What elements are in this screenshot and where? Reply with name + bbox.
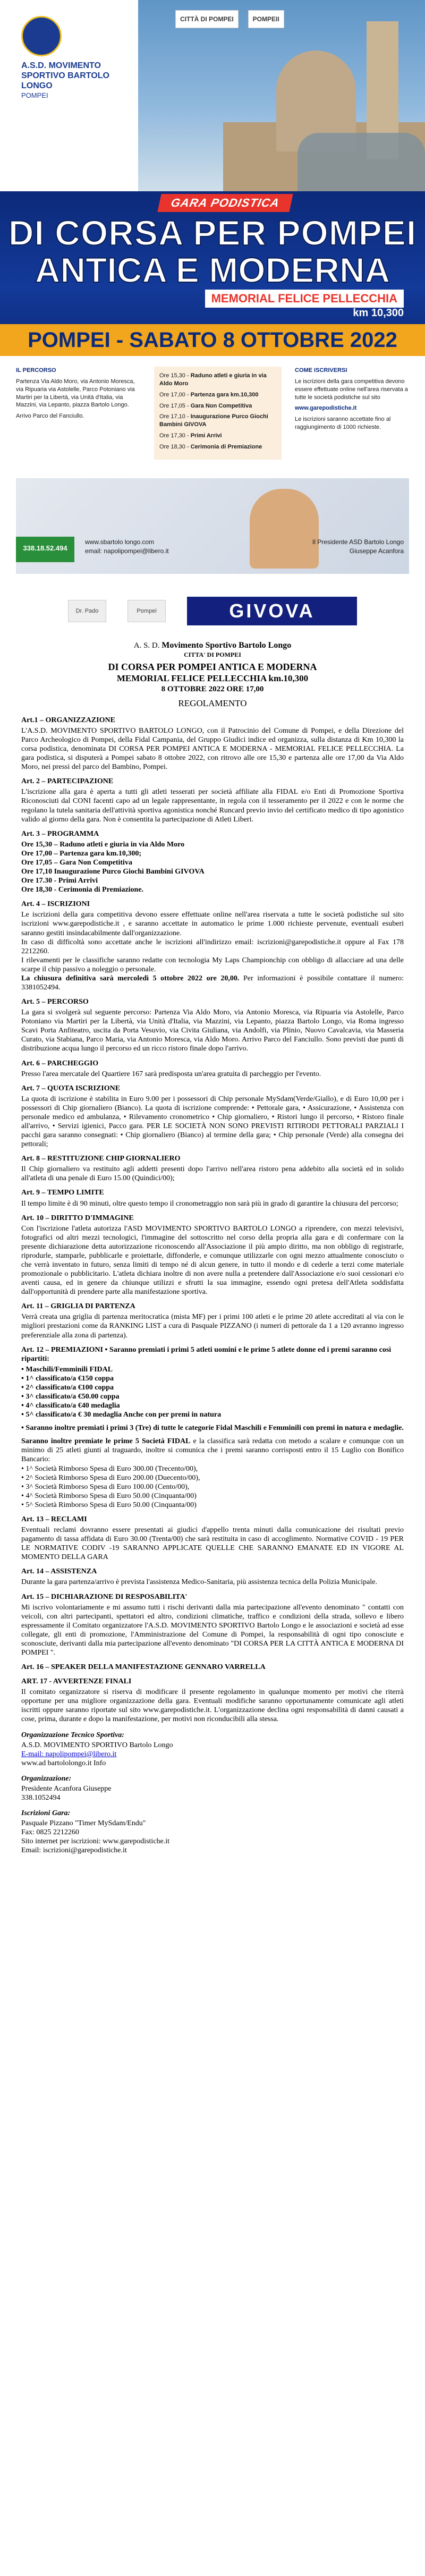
gara-tag: GARA PODISTICA <box>157 194 293 212</box>
article-10: Art. 10 – DIRITTO D'IMMAGINE Con l'iscrizione l'atleta autorizza l'ASD MOVIMENTO SPORTIVO BARTOLO LONGO a riprendere, con mezzi televisivi, fotografici od altri mezzi tecnologici, l'immagine del sottoscritto nel corso della propria alla gara e di confermare con la presente dichiarazione detta autorizzazione riconoscendo all'Associazione il più ampio diritto, ma non obbligo di registrarle, riprodurle, stamparle, pubblicarle e proiettarle, diffonderle, e comunque utilizzarle con ogni mezzo attualmente conosciuto o che verrà inventato in futuro, senza limiti di tempo né di alcun genere, in tutto il mondo e di cederle a terzi come materiale promozionale o pubblicitario. L'atleta dichiara inoltre di non avere nulla a pretendere dall'Associazione e/o suoi cessionari e/o aventi causa, ed in genere da chiunque utilizzi e sfrutti la sua immagine, essendo ogni pretesa dell'Atleta soddisfatta dall'opportunità di prendere parte alla manifestazione sportiva. <box>21 1214 404 1297</box>
doc-date: 8 OTTOBRE 2022 ORE 17,00 <box>161 684 264 693</box>
article-12: Art. 12 – PREMIAZIONI • Saranno premiati i primi 5 atleti uomini e le prime 5 atlete donne ed i premi saranno così ripartiti: • Maschili/Femminili FIDAL • 1^ classificato/a €150 coppa • 2^ classificato/a €100 coppa • 3^ classificato/a €50.00 coppa • 4^ classificato/a €40 medaglia • 5^ classificato/a € 30 medaglia Anche con per premi in natura • Saranno inoltre premiati i primi 3 (Tre) di tutte le categorie Fidal Maschili e Femminili con premi in natura e medaglie. Saranno inoltre premiate le prime 5 Società FIDAL e la classifica sarà redatta con metodo a scalare e comunque con un minimo di 25 atleti giunti al traguardo, inoltre si comunica che i premi saranno corrisposti entro il 15 Luglio con Bonifico Bancario: • 1^ Società Rimborso Spesa di Euro 300.00 (Trecento/00), • 2^ Società Rimborso Spesa di Euro 200.00 (Duecento/00), • 3^ Società Rimborso Spesa di Euro 100.00 (Cento/00), • 4^ Società Rimborso Spesa di Euro 50.00 (Cinquanta/00) • 5^ Società Rimborso Spesa di Euro 50.00 (Cinquanta/00) <box>21 1345 404 1509</box>
article-1: Art.1 – ORGANIZZAZIONE L'A.S.D. MOVIMENTO SPORTIVO BARTOLO LONGO, con il Patrocinio del Comune di Pompei, e della Direzione del Parco Archeologico di Pompei, della Fidal Campania, del Gruppo Giudici indice ed organizza, sulla distanza di Km 10,300 la corsa podistica, denominata DI CORSA PER POMPEI ANTICA E MODERNA - MEMORIAL FELICE PELLECCHIA. La gara podistica, si disputerà a Pompei sabato 8 ottobre 2022, con ritrovo alle ore 15,30 e partenza alle ore 17,00 da Via Aldo Moro, nei pressi del parco del Bambino, Pompei. <box>21 716 404 772</box>
route-column <box>16 367 143 423</box>
article-5: Art. 5 – PERCORSO La gara si svolgerà sul seguente percorso: Partenza Via Aldo Moro, via Antonio Moresca, via Ripuaria via Astolelle, Parco Potoniano via Martiri per la Libertà, via Unità d'Italia, via Mazzini, via Lepanto, piazza Bartolo Longo, via Roma ingresso Scavi Porta Anfiteatro, uscita da Porta Vesuvio, via Civita Giuliana, via Andolfi, via Plinio, Nuovo Cavalcavia, via Masseria Curato, via Stabiana, Parco Maria, via Antonio Moresca, via Aldo Moro. Arrivo Parco del Fanciullo. Sono previsti due punti di distribuzione acqua lungo il percorso ed un ricco ristoro finale dopo l'arrivo. <box>21 998 404 1053</box>
program-line: Ore 17,05 - Gara Non Competitiva <box>159 402 252 409</box>
doc-header: A. S. D. Movimento Sportivo Bartolo Longo <box>133 641 292 650</box>
contact-site[interactable]: www.sbartolo longo.com <box>85 538 155 546</box>
program-line: Ore 17,30 - Primi Arrivi <box>159 433 222 439</box>
logo-pompeii: POMPEII <box>248 10 284 28</box>
sponsor-logo-1: Dr. Pado <box>68 600 106 622</box>
phone-badge: 338.18.52.494 <box>16 537 74 562</box>
asd-logo-block <box>21 16 138 99</box>
route-text: Partenza Via Aldo Moro, via Antonio Moresca, via Ripuaria via Astolelle, Parco Potoniano via Martiri per la Libertà, via Unità d'Italia, via Mazzini, via Lepanto, piazza Bartolo Longo. <box>16 378 135 409</box>
article-2: Art. 2 – PARTECIPAZIONE L'iscrizione alla gara è aperta a tutti gli atleti tesserati per società affiliate alla FIDAL e/o Enti di Promozione Sportiva Riconosciuti dal CONI facenti capo ad un legale rappresentante, in regola con il tesseramento per il 2022 e con le norme che regolano la tutela sanitaria dell'attività sportiva agonistica nonché Runcard previo invio del certificato medico di tipo agonistico valido al giorno della gara. Non è consentita la partecipazione di Atleti Liberi. <box>21 777 404 824</box>
article-9: Art. 9 – TEMPO LIMITE Il tempo limite è di 90 minuti, oltre questo tempo il cronometraggio non sarà più in grado di garantire la chiusura del percorso; <box>21 1189 398 1208</box>
sponsor-logo-2: Pompei <box>128 600 166 622</box>
memorial-label: MEMORIAL FELICE PELLECCHIA <box>205 290 404 308</box>
registration-column <box>295 367 409 435</box>
registration-heading: COME ISCRIVERSI <box>295 367 347 374</box>
route-arrival: Arrivo Parco del Fanciullo. <box>16 413 84 420</box>
article-16: Art. 16 – SPEAKER DELLA MANIFESTAZIONE GENNARO VARRELLA <box>21 1663 266 1672</box>
article-11: Art. 11 – GRIGLIA DI PARTENZA Verrà creata una griglia di partenza meritocratica (mista MF) per i primi 100 atleti e le prime 20 atlete accreditati al via con le migliori prestazioni come da RANKING LIST a cura di Pasquale PIZZANO (i numeri di pettorale da 1 a 120 avranno ingresso preferenziale alla zona di partenza). <box>21 1302 404 1340</box>
registration-limit: Le iscrizioni saranno accettate fino al raggiungimento di 1000 richieste. <box>295 416 391 431</box>
asd-emblem-icon <box>21 16 62 56</box>
distance-label: km 10,300 <box>353 307 404 319</box>
givova-logo: GIVOVA <box>187 597 357 625</box>
doc-subtitle: MEMORIAL FELICE PELLECCHIA km.10,300 <box>116 673 309 684</box>
race-poster <box>0 0 425 638</box>
asd-city: POMPEI <box>21 91 48 99</box>
article-13: Art. 13 – RECLAMI Eventuali reclami dovranno essere presentati ai giudici d'appello trenta minuti dalla comunicazione dei risultati previo pagamento di tassa affidata di Euro 30.00 (Trenta/00) che sarà restituita in caso di accoglimento. Normative COVID - 19 PER LE NORMATIVE CODIV -19 SARANNO APPLICATE QUELLE CHE SARANNO EMANATE ED IN VIGORE AL MOMENTO DELLA GARA <box>21 1515 404 1562</box>
article-4: Art. 4 – ISCRIZIONI Le iscrizioni della gara competitiva devono essere effettuate online nell'area riservata a tutte le società podistiche sul sito iscrizioni www.garepodistiche.it , e saranno accettate in automatico le prime 1.000 richieste pervenute, eventuali esuberi saranno gestiti insindacabilmente dall'organizzazione. In caso di difficoltà sono accettate anche le iscrizioni all'indirizzo email: iscrizioni@garepodistiche.it oppure al Fax 178 2212260. I rilevamenti per le classifiche saranno redatte con tecnologia My Laps Championchip con obbligo di allacciare ad una delle scarpe il chip passivo a noleggio o personale. La chiusura definitiva sarà mercoledì 5 ottobre 2022 ore 20,00. Per informazioni è possibile contattare il numero: 3381052494. <box>21 900 404 992</box>
poster-title-line1: DI CORSA PER POMPEI <box>8 213 417 252</box>
asd-name: A.S.D. MOVIMENTO SPORTIVO BARTOLO LONGO <box>21 61 109 91</box>
program-line: Ore 17,00 - Partenza gara km.10,300 <box>159 391 259 398</box>
article-8: Art. 8 – RESTITUZIONE CHIP GIORNALIERO Il Chip giornaliero va restituito agli addetti presenti dopo l'arrivo nell'area ristoro pena addebito alla società ed in solido all'atleta di una penale di Euro 15.00 (Quindici/00); <box>21 1155 404 1183</box>
program-line: Ore 15,30 - Raduno atleti e giuria in via Aldo Moro <box>159 372 267 387</box>
doc-title: DI CORSA PER POMPEI ANTICA E MODERNA <box>108 662 317 673</box>
logo-citta-pompei: CITTÀ DI POMPEI <box>175 10 239 28</box>
poster-title-line2: ANTICA E MODERNA <box>35 250 390 290</box>
doc-city: CITTA' DI POMPEI <box>184 650 241 658</box>
partner-logos <box>175 10 284 29</box>
runner-photo <box>16 478 409 574</box>
article-7: Art. 7 – QUOTA ISCRIZIONE La quota di iscrizione è stabilita in Euro 9.00 per i possessori di Chip personale MySdam(Verde/Giallo), e di Euro 10,00 per i possessori di Chip giornaliero (Bianco). La quota di iscrizione comprende: • Pettorale gara, • Assicurazione, • Assistenza con personale medico ed ambulanza, • Rilevamento cronometrico • Chip giornaliero, • Ristori lungo il percorso, • Ristoro finale all'arrivo, • Servizi igienici, Pacco gara. PER LE SOCIETÀ NON SONO PREVISTI RITIRODI PETTORALI PARZIALI I pacchi gara saranno consegnati: • Chip giornaliero (Bianco) al termine della gara; • Chip personale (Verde) alla consegna dei pettorali; <box>21 1084 404 1149</box>
president-signature <box>312 538 404 556</box>
poster-contacts <box>85 538 169 556</box>
article-14: Art. 14 – ASSISTENZA Durante la gara partenza/arrivo è prevista l'assistenza Medico-Sanitaria, più assistenza tecnica della Polizia Municipale. <box>21 1567 377 1587</box>
president-role: Il Presidente ASD Bartolo Longo <box>312 538 404 546</box>
program-column <box>154 367 282 460</box>
route-heading: IL PERCORSO <box>16 367 56 374</box>
runner-figure <box>250 489 319 569</box>
article-15: Art. 15 – DICHIARAZIONE DI RESPOSABILITA' Mi iscrivo volontariamente e mi assumo tutti i rischi derivanti dalla mia partecipazione all'evento denominato " contatti con veicoli, con altri partecipanti, spettatori ed altro, condizioni climatiche, traffico e condizioni della strada, sollevo e libero espressamente il Comitato organizzatore l'A.S.D. MOVIMENTO SPORTIVO Bartolo Longo e le associazioni e società ad esse collegate, gli enti di promozione, l'Amministrazione del Comune di Pompei, la responsabilità di ogni tipo conosciute e sconosciute, derivanti dalla mia partecipazione all'evento denominato "DI CORSA PER LA CITTÀ ANTICA E MODERNA DI POMPEI ". <box>21 1592 404 1657</box>
president-name: Giuseppe Acanfora <box>349 547 404 555</box>
article-3: Art. 3 – PROGRAMMA Ore 15,30 – Raduno atleti e giuria in via Aldo Moro Ore 17,00 – Partenza gara km.10,300; Ore 17,05 – Gara Non Competitiva Ore 17,10 Inaugurazione Purco Giochi Bambini GIVOVA Ore 17.30 - Primi Arrivi Ore 18,30 - Cerimonia di Premiazione. <box>21 829 205 894</box>
sponsor-row <box>0 590 425 632</box>
article-17: ART. 17 - AVVERTENZE FINALI Il comitato organizzatore si riserva di modificare il presente regolamento in qualunque momento per motivi che riterrà opportune per una migliore organizzazione della gara. Eventuali modifiche saranno opportunamente comunicate agli atleti iscritti oppure saranno riportate sul sito www.garepodistiche.it. L'organizzazione declina ogni responsabilità di danni causati a cose, prima, durante e dopo la manifestazione, per motivi non riconducibili alla stessa. <box>21 1677 404 1724</box>
photo-crowd <box>298 133 425 191</box>
registration-text: Le iscrizioni della gara competitiva devono essere effettuate online nell'area riservata a tutte le società podistiche sul sito <box>295 378 408 401</box>
regulations-document <box>21 640 404 1855</box>
doc-footer: Organizzazione Tecnico Sportiva: A.S.D. MOVIMENTO SPORTIVO Bartolo Longo E-mail: napolipompei@libero.it www.ad bartololongo.it Info Organizzazione: Presidente Acanfora Giuseppe 338.1052494 Iscrizioni Gara: Pasquale Pizzano "Timer MySdam/Endu" Fax: 0825 2212260 Sito internet per iscrizioni: www.garepodistiche.it Email: iscrizioni@garepodistiche.it <box>21 1731 404 1855</box>
date-band: POMPEI - SABATO 8 OTTOBRE 2022 <box>0 324 425 356</box>
regulations-heading: REGOLAMENTO <box>178 698 247 709</box>
footer-site-link[interactable]: Sito internet per iscrizioni: www.garepodistiche.it <box>21 1837 170 1846</box>
footer-iscrizioni-email[interactable]: Email: iscrizioni@garepodistiche.it <box>21 1846 127 1855</box>
contact-email[interactable]: email: napolipompei@libero.it <box>85 547 169 555</box>
program-line: Ore 17,10 - Inaugurazione Purco Giochi Bambini GIVOVA <box>159 413 268 428</box>
footer-email-link[interactable]: E-mail: napolipompei@libero.it <box>21 1750 117 1758</box>
article-6: Art. 6 – PARCHEGGIO Presso l'area mercatale del Quartiere 167 sarà predisposta un'area gratuita di parcheggio per l'evento. <box>21 1059 321 1078</box>
program-line: Ore 18,30 - Cerimonia di Premiazione <box>159 443 262 450</box>
registration-site-link[interactable]: www.garepodistiche.it <box>295 405 357 412</box>
